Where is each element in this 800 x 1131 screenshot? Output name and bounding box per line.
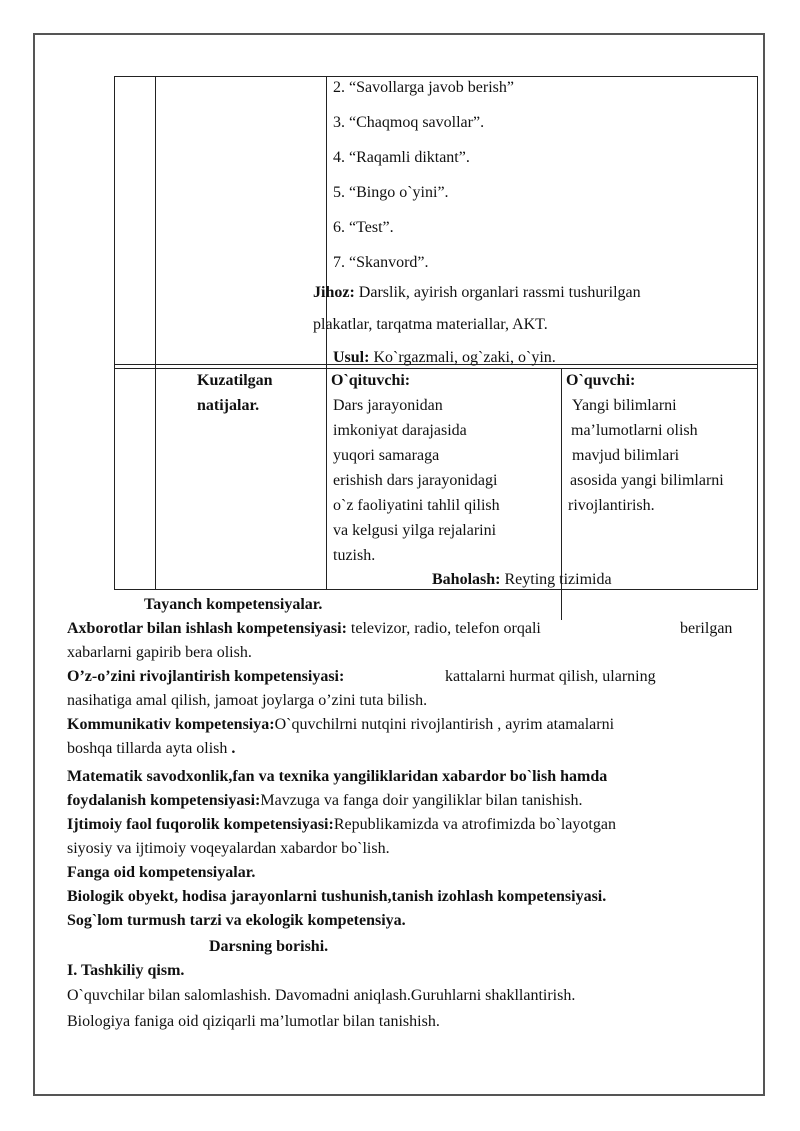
- usul-line: [333, 348, 556, 368]
- activity-item: 5. “Bingo o`yini”.: [333, 184, 449, 201]
- teacher-line: Dars jarayonidan: [333, 397, 443, 414]
- usul-text: Ko`rgazmali, og`zaki, o`yin.: [369, 349, 556, 366]
- ozo-line-2: nasihatiga amal qilish, jamoat joylarga o’zini tuta bilish.: [67, 692, 428, 709]
- jihoz-line-2: plakatlar, tarqatma materiallar, AKT.: [313, 316, 548, 333]
- tashkiliy-heading: I. Tashkiliy qism.: [67, 962, 185, 979]
- matematik-line-2: [67, 791, 583, 811]
- soglom-heading: Sog`lom turmush tarzi va ekologik kompetensiya.: [67, 912, 406, 929]
- axborot-label: Axborotlar bilan ishlash kompetensiyasi:: [67, 620, 347, 637]
- student-line: ma’lumotlarni olish: [571, 422, 698, 439]
- activity-item: 2. “Savollarga javob berish”: [333, 79, 514, 96]
- activity-item: 3. “Chaqmoq savollar”.: [333, 114, 485, 131]
- student-line: mavjud bilimlari: [572, 447, 680, 464]
- tashkiliy-line-1: O`quvchilar bilan salomlashish. Davomadni aniqlash.Guruhlarni shakllantirish.: [67, 987, 576, 1004]
- jihoz-label: Jihoz:: [313, 284, 355, 301]
- jihoz-line-1: [313, 283, 641, 303]
- jihoz-text-1: Darslik, ayirish organlari rassmi tushurilgan: [354, 284, 641, 301]
- kommunikativ-dot: .: [227, 740, 236, 757]
- activity-item: 6. “Test”.: [333, 219, 394, 236]
- kommunikativ-line-2: [67, 739, 235, 759]
- student-line: Yangi bilimlarni: [572, 397, 677, 414]
- teacher-line: erishish dars jarayonidagi: [333, 472, 498, 489]
- ijtimoiy-text: Republikamizda va atrofimizda bo`layotgan: [333, 816, 616, 833]
- kommunikativ-line-1: [67, 715, 614, 735]
- teacher-line: va kelgusi yilga rejalarini: [333, 522, 497, 539]
- kommunikativ-text-2: boshqa tillarda ayta olish: [67, 740, 228, 757]
- ijtimoiy-label: Ijtimoiy faol fuqorolik kompetensiyasi:: [67, 816, 334, 833]
- matematik-label-2: foydalanish kompetensiyasi:: [67, 792, 261, 809]
- activity-item: 7. “Skanvord”.: [333, 254, 429, 271]
- axborot-text: televizor, radio, telefon orqali: [346, 620, 541, 637]
- biologik-heading: Biologik obyekt, hodisa jarayonlarni tushunish,tanish izohlash kompetensiyasi.: [67, 888, 607, 905]
- activity-item: 4. “Raqamli diktant”.: [333, 149, 470, 166]
- student-heading: O`quvchi:: [566, 372, 636, 389]
- tashkiliy-line-2: Biologiya faniga oid qiziqarli ma’lumotlar bilan tanishish.: [67, 1013, 440, 1030]
- teacher-line: imkoniyat darajasida: [333, 422, 467, 439]
- fanga-heading: Fanga oid kompetensiyalar.: [67, 864, 256, 881]
- axborot-text-end: berilgan: [680, 620, 733, 637]
- teacher-line: tuzish.: [333, 547, 376, 564]
- teacher-heading: O`qituvchi:: [331, 372, 411, 389]
- axborot-line-1: [67, 619, 541, 639]
- usul-label: Usul:: [333, 349, 370, 366]
- results-label-2: natijalar.: [197, 397, 260, 414]
- matematik-label-1: Matematik savodxonlik,fan va texnika yangiliklaridan xabardor bo`lish hamda: [67, 768, 608, 785]
- ijtimoiy-line-1: [67, 815, 616, 835]
- ozo-label: O’z-o’zini rivojlantirish kompetensiyasi:: [67, 668, 345, 685]
- ozo-text-1: kattalarni hurmat qilish, ularning: [445, 668, 656, 685]
- tayanch-heading: Tayanch kompetensiyalar.: [144, 596, 323, 613]
- ijtimoiy-line-2: siyosiy va ijtimoiy voqeyalardan xabardor bo`lish.: [67, 840, 390, 857]
- axborot-line-2: xabarlarni gapirib bera olish.: [67, 644, 252, 661]
- baholash-line: [432, 570, 612, 590]
- matematik-text: Mavzuga va fanga doir yangiliklar bilan tanishish.: [260, 792, 583, 809]
- results-label-1: Kuzatilgan: [197, 372, 273, 389]
- kommunikativ-text: O`quvchilrni nutqini rivojlantirish , ayrim atamalarni: [274, 716, 615, 733]
- student-line: asosida yangi bilimlarni: [570, 472, 724, 489]
- teacher-line: yuqori samaraga: [333, 447, 440, 464]
- darsning-heading: Darsning borishi.: [209, 938, 329, 955]
- student-line: rivojlantirish.: [568, 497, 655, 514]
- baholash-text: Reyting tizimida: [500, 571, 612, 588]
- teacher-line: o`z faoliyatini tahlil qilish: [333, 497, 500, 514]
- baholash-label: Baholash:: [432, 571, 501, 588]
- kommunikativ-label: Kommunikativ kompetensiya:: [67, 716, 275, 733]
